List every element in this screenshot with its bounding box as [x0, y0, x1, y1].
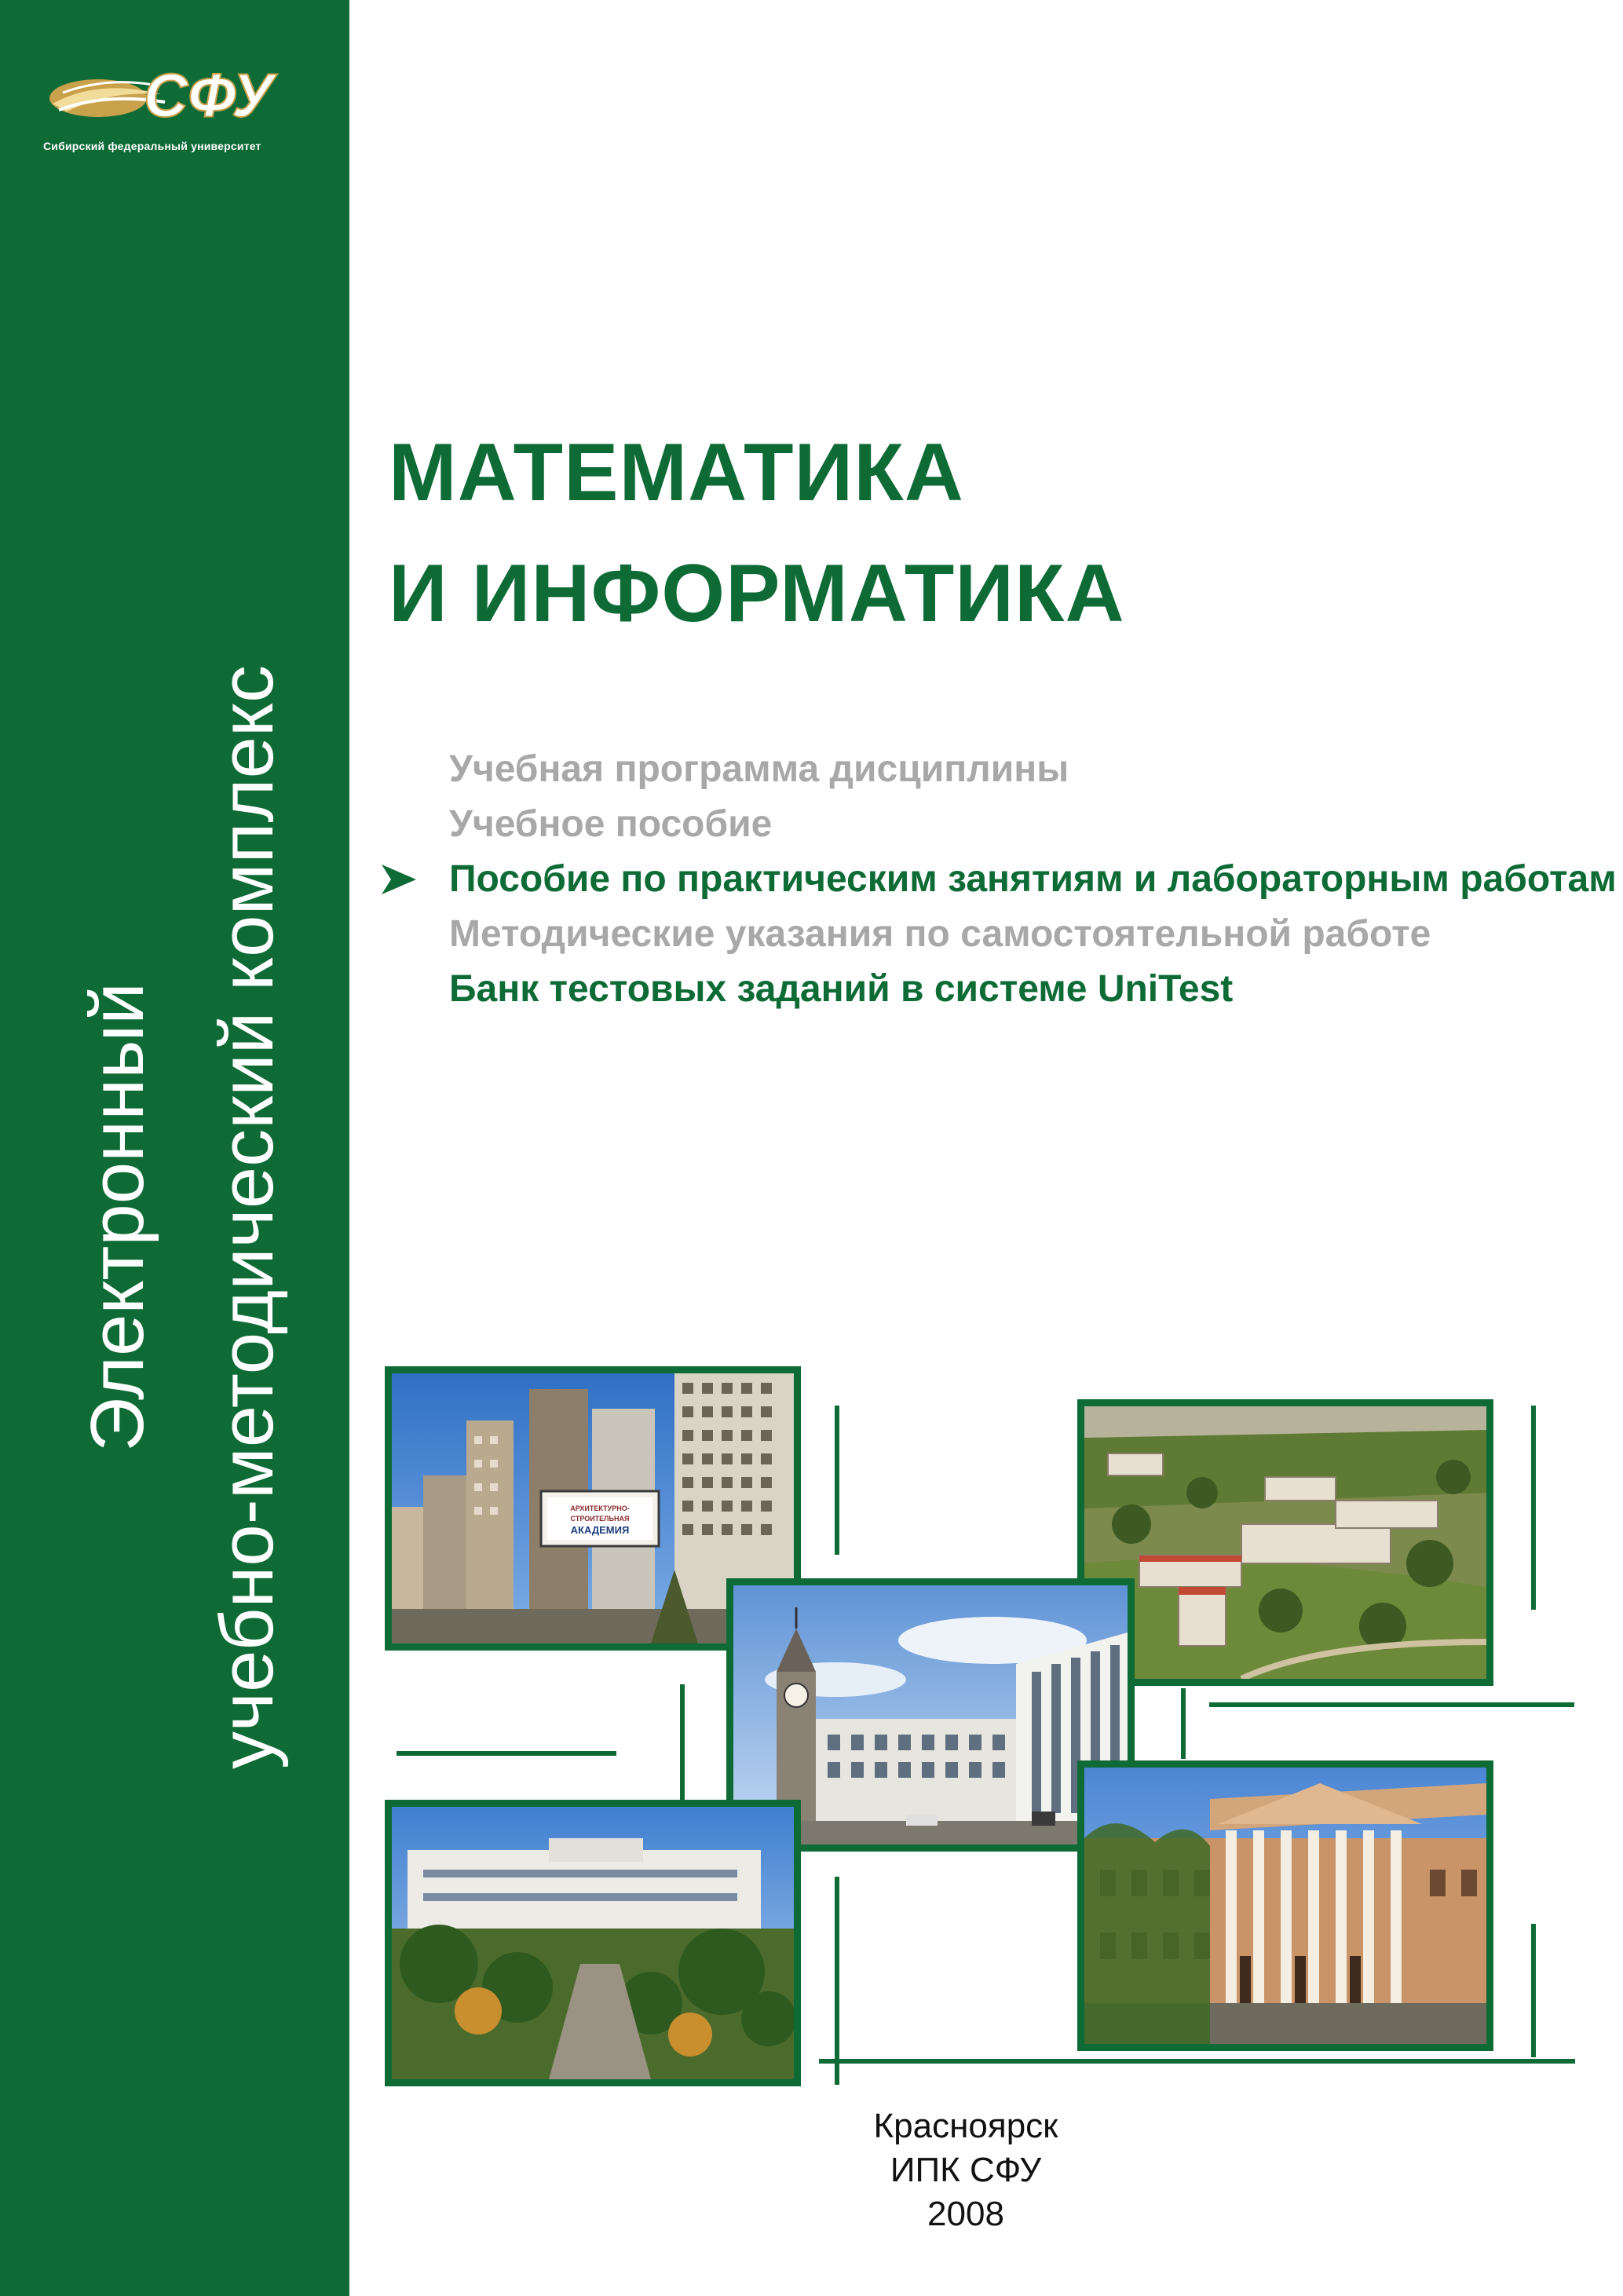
aerial-campus-photo [1077, 1399, 1493, 1686]
divider-line [1209, 1702, 1574, 1707]
divider-line [835, 1877, 839, 2085]
svg-text:СТРОИТЕЛЬНАЯ: СТРОИТЕЛЬНАЯ [570, 1515, 630, 1523]
divider-line [1531, 1924, 1536, 2057]
divider-line [819, 2059, 1575, 2064]
divider-line [1181, 1688, 1186, 1759]
divider-line [835, 1406, 839, 1555]
divider-line [397, 1751, 616, 1756]
menu-item-practicum[interactable] [449, 852, 1617, 907]
page-title [389, 412, 1125, 654]
svg-text:АРХИТЕКТУРНО-: АРХИТЕКТУРНО- [570, 1504, 630, 1512]
menu-item-test-bank[interactable] [449, 962, 1580, 1017]
imprint [809, 2104, 1123, 2236]
vertical-title [57, 314, 308, 2120]
title-line2: И ИНФОРМАТИКА [389, 548, 1125, 639]
imprint-city: Красноярск [873, 2107, 1058, 2145]
menu-item-label: Учебное пособие [449, 803, 773, 845]
divider-line [1531, 1406, 1536, 1610]
section-menu [449, 742, 1617, 1017]
imprint-year: 2008 [927, 2195, 1004, 2233]
sidebar-band [0, 0, 349, 2296]
menu-item-label: Методические указания по самостоятельной работе [449, 913, 1431, 955]
menu-item-program[interactable] [449, 742, 1580, 797]
sfu-logo-text: СФУ [144, 60, 274, 130]
library-park-photo [385, 1800, 801, 2086]
sfu-logo-icon [43, 55, 318, 141]
imprint-publisher: ИПК СФУ [890, 2151, 1042, 2189]
menu-item-label: Банк тестовых заданий в системе UniTest [449, 968, 1234, 1010]
menu-item-label: Учебная программа дисциплины [449, 748, 1069, 790]
columned-building-photo [1077, 1760, 1493, 2051]
title-line1: МАТЕМАТИКА [389, 427, 964, 518]
menu-item-self-study[interactable] [449, 907, 1580, 962]
menu-item-label: Пособие по практическим занятиям и лабораторным работам [449, 858, 1617, 900]
svg-text:АКАДЕМИЯ: АКАДЕМИЯ [570, 1524, 630, 1536]
vertical-title-line2: учебно-методический комплекс [205, 665, 289, 1769]
arrow-icon [377, 852, 421, 907]
menu-item-textbook[interactable] [449, 797, 1580, 852]
vertical-title-line1: Электронный [75, 982, 159, 1452]
sfu-logo [43, 55, 318, 157]
logo-caption: Сибирский федеральный университет [43, 140, 261, 152]
